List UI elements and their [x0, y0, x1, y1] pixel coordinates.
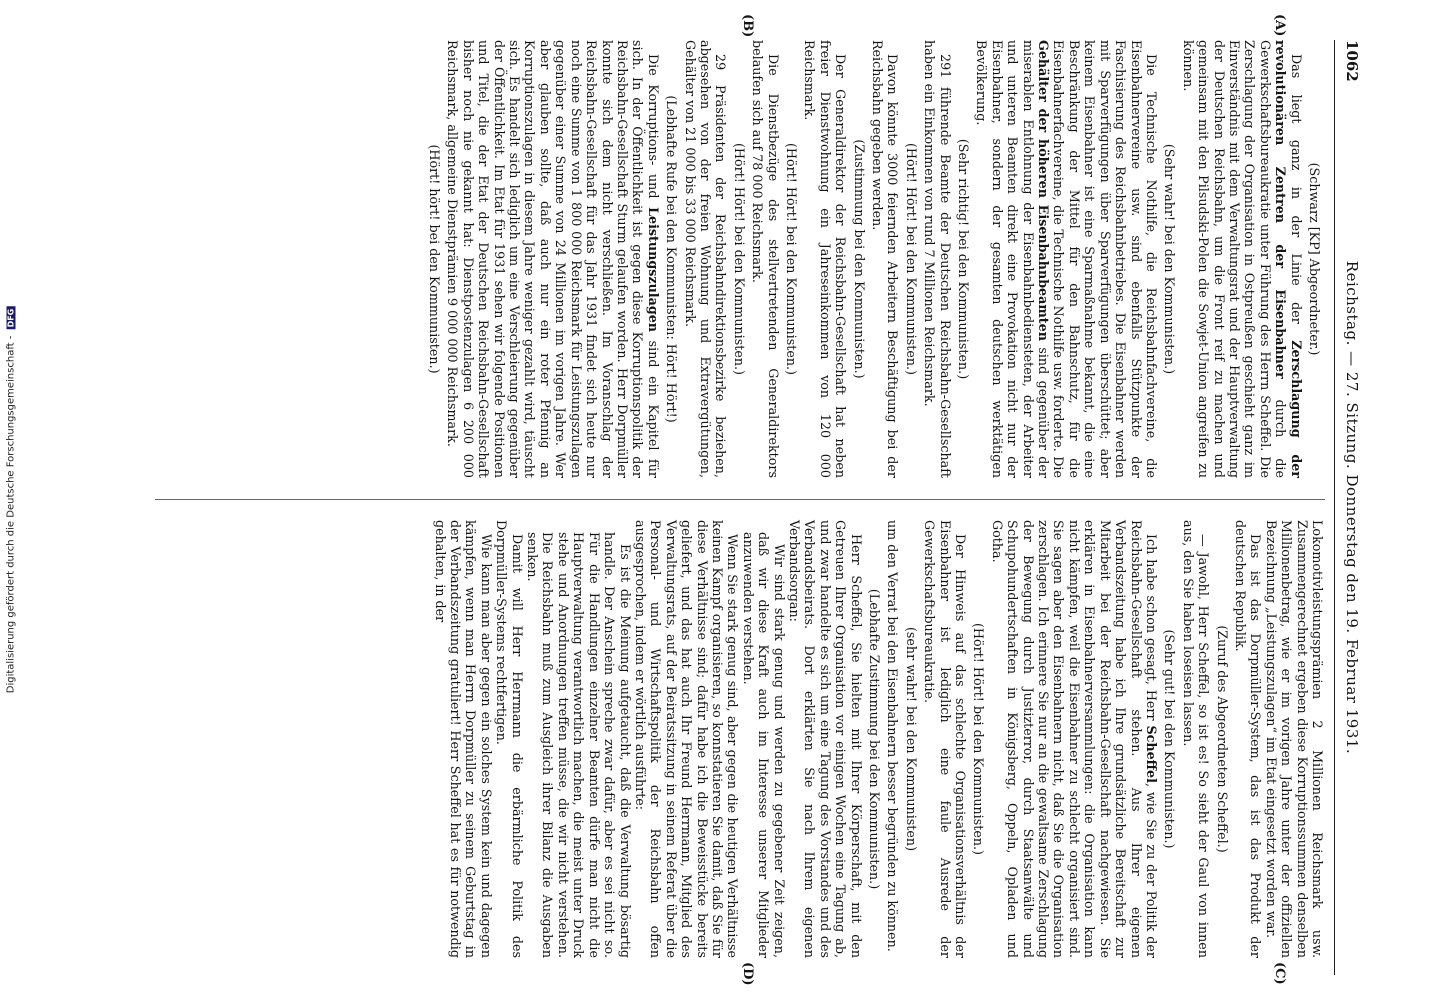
- quotation: Wir sind stark genug und werden zu gegebener Zeit zeigen, daß wir diese Kraft auch im Interesse unserer Mitglieder anzuwenden verstehen.: [740, 532, 787, 958]
- paragraph: Wenn Sie stark genug sind, aber gegen die heutigen Verhältnisse keinen Kampf organisieren, so konnstatieren Sie damit, daß Sie für diese Verhältnisse sind; dafür habe ich die Beweisstücke bereits geliefert, und das hat auch Ihr Freund Herrmann, Mitglied des Verwaltungsrats, auf der Beiratssitzung in seinem Referat über die Personal- und Wirtschaftspolitik der Reichsbahn offen ausgesprochen, indem er wörtlich ausführte:: [632, 520, 741, 958]
- margin-mark-d: (D): [740, 962, 755, 986]
- page-header: [1334, 40, 1365, 975]
- paragraph: Die Dienstbezüge des stellvertretenden Generaldirektors belaufen sich auf 78 000 Reichsmark.: [750, 40, 781, 478]
- paragraph: Der Generaldirektor der Reichsbahn-Gesellschaft hat neben freier Dienstwohnung ein Jahreseinkommen von 120 000 Reichsmark.: [802, 40, 849, 478]
- paragraph: Der Hinweis auf das schlechte Organisationsverhältnis der Eisenbahner ist lediglich eine faule Ausrede der Gewerkschaftsbureaukratie.: [922, 520, 969, 958]
- interjection: (Hört! Hört! bei den Kommunisten.): [784, 142, 799, 375]
- margin-mark-b: (B): [740, 14, 755, 38]
- paragraph: Das ist das Dorpmüller-System, das ist das Produkt der deutschen Republik.: [1232, 520, 1264, 958]
- interjection: (Lebhafte Zustimmung bei den Kommunisten.): [867, 588, 883, 890]
- speaker-line: (Schwarz [KP] Abgeordneter.): [1307, 162, 1322, 356]
- margin-mark-a: (A): [1272, 14, 1287, 37]
- right-column: [432, 520, 1325, 958]
- interjection: (Sehr richtig! bei den Kommunisten.): [956, 138, 972, 380]
- interjection: (Hört! Hört! bei den Kommunisten.): [903, 142, 919, 375]
- paragraph: Herr Scheffel, Sie hielten mit Ihrer Körperschaft, mit den Getreuen Ihrer Organisation vor einigen Wochen eine Tagung ab, und zwar handelte es sich um eine Tagung des Vorstandes und des Verbandsbeirats. Dort erklärten Sie nach Ihrem eigenen Verbandsorgan:: [787, 520, 864, 958]
- rotated-document-page: [150, 14, 1365, 986]
- interjection: (Zuruf des Abgeordneten Scheffel.): [1214, 625, 1230, 853]
- paragraph: Davon könnte 3000 feiernden Arbeitern Beschäftigung bei der Reichsbahn gegeben werden.: [870, 40, 901, 478]
- paragraph: Wie kann man aber gegen ein solches System kein und dagegen kämpfen, wenn man Herrn Dorpmüller zu seinem Geburtstag in der Verbandszeitung gratuliert! Herr Scheffel hat es für notwendig gehalten, in der: [432, 520, 494, 958]
- emphasis: Zerschlagung der revolutionären Zentren der Eisenbahner: [1273, 40, 1304, 478]
- paragraph: Die Korruptions- und Leistungszulagen sind ein Kapitel für sich. In der Öffentlichkeit ist gegen diese Korruptionspolitik der Reichsbahn-Gesellschaft Sturm gelaufen worden. Herr Dorpmüller konnte sich dem nicht verschließen. Im Voranschlag der Reichsbahn-Gesellschaft für das Jahr 1931 findet sich heute nur noch eine Summe von 1 800 000 Reichsmark für Leistungszulagen gegenüber einer Summe von 24 Millionen im vorigen Jahre. Wer aber glauben sollte, daß auch nur ein roter Pfennig an Korruptionszulagen in diesem Jahre weniger gezahlt wird, täuscht sich. Es handelt sich lediglich um eine Verschleierung gegenüber der Öffentlichkeit. Im Etat für 1931 sehen wir folgende Positionen und Titel, die der Etat der Deutschen Reichsbahn-Gesellschaft bisher noch nie gekannt hat: Dienstpostenzulagen 6 200 000 Reichsmark, allgemeine Dienstprämien 9 000 000 Reichsmark.: [445, 40, 661, 478]
- interjection: (Lebhafte Rufe bei den Kommunisten: Hört! Hört!): [664, 95, 680, 423]
- paragraph: Ich habe schon gesagt, Herr Scheffel, wie Sie zu der Politik der Reichsbahn-Gesellschaft stehen. Aus Ihrer eigenen Verbandszeitung habe ich Ihre grundsätzliche Bereitschaft zur Mitarbeit bei der Reichsbahn-Gesellschaft nachgewiesen. Sie erklären in Eisenbahnerversammlungen: die Organisation kann nicht kämpfen, weil die Eisenbahner zu schlecht organisiert sind. Sie sagen aber den Eisenbahnern nicht, daß Sie die Organisation zerschlagen. Ich erinnere Sie nur an die gewaltsame Zerschlagung der Bewegung durch Justizterror, durch Staatsanwälte und Schupohundertschaften in Königsberg, Oppeln, Opladen und Gotha.: [989, 520, 1159, 958]
- margin-mark-c: (C): [1272, 962, 1287, 985]
- running-title: Reichstag. — 27. Sitzung. Donnerstag den 19. Februar 1931.: [1343, 260, 1361, 755]
- paragraph: — Jawohl, Herr Scheffel, so ist es! So sieht der Gaul von innen aus, den Sie haben loseisen lassen.: [1180, 520, 1212, 958]
- interjection: (sehr wahr! bei den Kommunisten): [903, 626, 919, 852]
- interjection: (Hört! Hört! bei den Kommunisten.): [971, 622, 987, 855]
- page-number: 1062: [1343, 40, 1361, 82]
- paragraph: Die Technische Nothilfe, die Reichsbahnfachvereine, die Eisenbahnervereine usw. sind ebenfalls Stützpunkte der Faschisierung des Reichsbahnbetriebes. Die Eisenbahner werden mit Sparverfügungen über Sparverfügungen überschüttet; aber keinem Eisenbahner ist eine Sparmaßnahme bekannt, die eine Beschränkung der Mittel für den Bahnschutz, für die Eisenbahnerfachvereine, die Technische Nothilfe usw. forderte. Die Gehälter der höheren Eisenbahnbeamten sind gegenüber der miserablen Entlohnung der Eisenbahnbediensteten, der Arbeiter und unteren Beamten direkt eine Provokation nicht nur der Eisenbahner, sondern der gesamten deutschen werktätigen Bevölkerung.: [974, 40, 1159, 478]
- paragraph: 29 Präsidenten der Reichsbahndirektionsbezirke beziehen, abgesehen von der freien Wohnung und Extravergütungen, Gehälter von 21 000 bis 33 000 Reichsmark.: [682, 40, 729, 478]
- interjection: (Sehr gut! bei den Kommunisten.): [1162, 629, 1178, 849]
- emphasis: Gehälter der höheren Eisenbahnbeamten: [1036, 40, 1052, 341]
- digitization-footer: [0, 0, 22, 1000]
- left-column: [424, 40, 1325, 478]
- emphasis: Leistungszulagen: [645, 207, 661, 333]
- dfg-logo: DFG: [6, 308, 16, 328]
- paragraph: Damit will Herr Herrmann die erbärmliche Politik des Dorpmüller-Systems rechtfertigen.: [494, 520, 525, 958]
- quotation: Es ist die Meinung aufgetaucht, daß die Verwaltung bösartig handle. Der Anschein spreche zwar dafür, aber es sei nicht so. Für die Handlungen einzelner Beamten dürfe man nicht die Hauptverwaltung verantwortlich machen, die meist unter Druck stehe und Anordnungen treffen müsse, die wir nicht verstehen. Die Reichsbahn muß zum Ausgleich ihrer Bilanz die Ausgaben senken.: [525, 532, 633, 958]
- emphasis: Scheffel: [1143, 725, 1159, 783]
- paragraph: um den Verrat bei den Eisenbahnern besser begründen zu können.: [885, 520, 901, 952]
- paragraph: Lokomotivleistungsprämien 2 Millionen Reichsmark usw. Zusammengerechnet ergeben diese Korruptionssummen denselben Millionenbetrag, wie er im vorigen Jahre unter der offiziellen Bezeichnung „Leistungszulagen“ im Etat eingesetzt worden war.: [1263, 520, 1325, 958]
- interjection: (Hört! Hört! bei den Kommunisten.): [731, 142, 747, 375]
- paragraph: Das liegt ganz in der Linie der Zerschlagung der revolutionären Zentren der Eisenbahner durch die Gewerkschaftsbureaukratie unter Führung des Herrn Scheffel. Die Zerschlagung der Organisation in Ostpreußen geschieht ganz im Einverständnis mit dem Verwaltungsrat und der Hauptverwaltung der Deutschen Reichsbahn, um die Front reif zu machen und gemeinsam mit den Pilsudski-Polen die Sowjet-Union angreifen zu können.: [1180, 40, 1304, 479]
- interjection: (Hört! hört! bei den Kommunisten.): [427, 144, 443, 374]
- column-divider: [155, 499, 1325, 500]
- interjection: (Zustimmung bei den Kommunisten.): [851, 139, 867, 379]
- footer-text: Digitalisierung gefördert durch die Deutsche Forschungsgemeinschaft -: [5, 335, 17, 694]
- interjection: (Sehr wahr! bei den Kommunisten.): [1162, 143, 1178, 375]
- paragraph: 291 führende Beamte der Deutschen Reichsbahn-Gesellschaft haben ein Einkommen von rund 7 Millionen Reichsmark.: [922, 40, 953, 478]
